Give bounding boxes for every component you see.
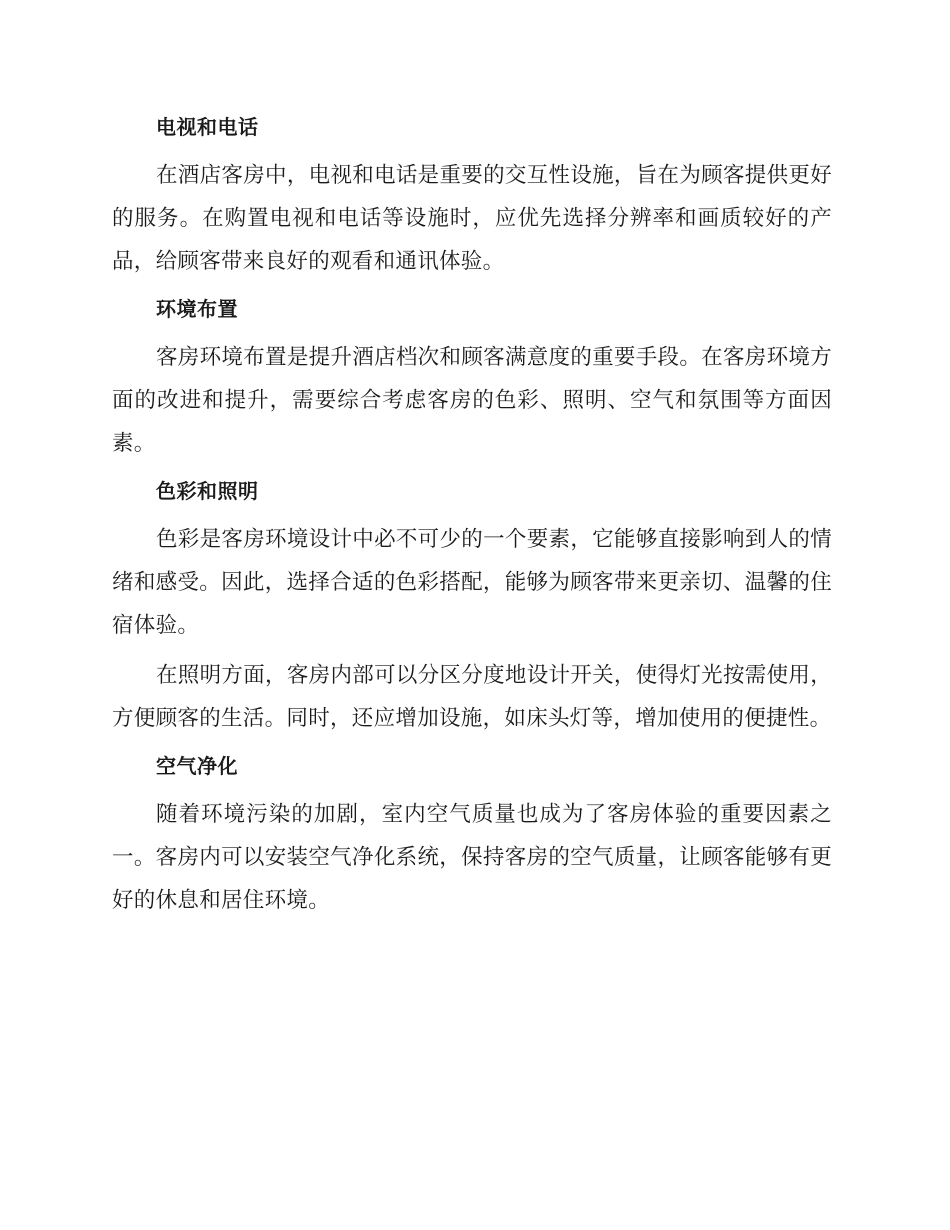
section-heading-color-lighting: 色彩和照明 [156,479,259,503]
paragraph-environment: 客房环境布置是提升酒店档次和顾客满意度的重要手段。在客房环境方面的改进和提升，需要综合考虑客房的色彩、照明、空气和氛围等方面因素。 [112,345,832,456]
paragraph-lighting: 在照明方面，客房内部可以分区分度地设计开关，使得灯光按需使用，方便顾客的生活。同时，还应增加设施，如床头灯等，增加使用的便捷性。 [112,663,832,731]
paragraph-air-purification: 随着环境污染的加剧，室内空气质量也成为了客房体验的重要因素之一。客房内可以安装空气净化系统，保持客房的空气质量，让顾客能够有更好的休息和居住环境。 [112,802,832,913]
section-heading-environment: 环境布置 [156,297,238,321]
document-page [112,108,832,929]
section-heading-air-purification: 空气净化 [156,754,238,778]
paragraph-color: 色彩是客房环境设计中必不可少的一个要素，它能够直接影响到人的情绪和感受。因此，选择合适的色彩搭配，能够为顾客带来更亲切、温馨的住宿体验。 [112,527,832,638]
section-heading-tv-phone: 电视和电话 [156,115,259,139]
paragraph-tv-phone: 在酒店客房中，电视和电话是重要的交互性设施，旨在为顾客提供更好的服务。在购置电视和电话等设施时，应优先选择分辨率和画质较好的产品，给顾客带来良好的观看和通讯体验。 [112,163,832,274]
